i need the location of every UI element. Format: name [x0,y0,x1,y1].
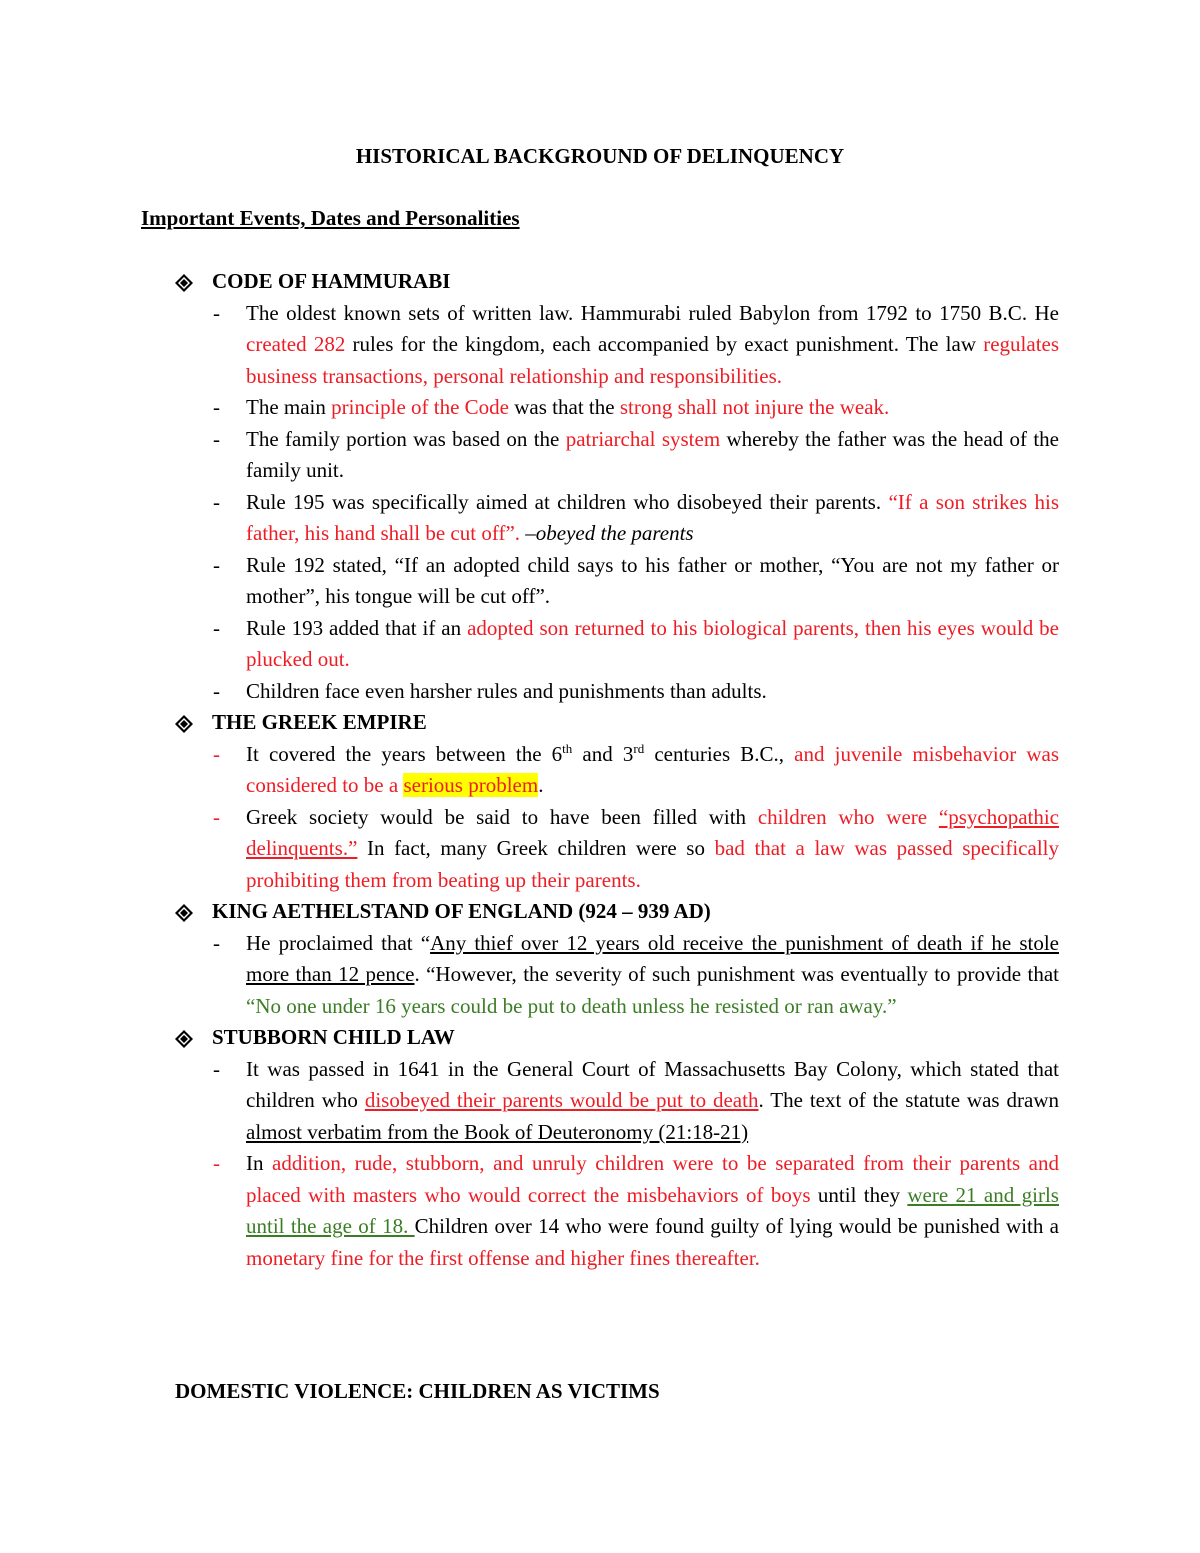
events-list [175,266,1059,1274]
list-item: - In addition, rude, stubborn, and unruly children were to be separated from their parents and placed with masters who would correct the misbehaviors of boys until they were 21 and girls until the age of 18. Children over 14 who were found guilty of lying would be punished with a monetary fine for the first offense and higher fines thereafter. [213,1151,1060,1270]
item-text-red: and juvenile misbehavior was considered to be a [246,741,1059,797]
list-item: - The main principle of the Code was that the strong shall not injure the weak. [213,395,890,419]
heading-text: KING AETHELSTAND OF ENGLAND (924 – 939 AD) [212,899,711,923]
item-text: It was passed in 1641 in the General Court of Massachusetts Bay Colony, which stated that children who [246,1056,1059,1112]
highlighted-text: serious problem [403,773,539,797]
section-heading-greek [175,707,1059,739]
item-text-underline: almost verbatim from the Book of Deuteronomy (21:18-21) [246,1119,749,1144]
item-text-red-underline: “psychopathic delinquents.” [246,804,1059,860]
item-text: Greek society would be said to have been filled with [246,804,758,829]
item-text-green: “No one under 16 years could be put to death unless he resisted or ran away.” [246,993,897,1018]
item-text: centuries B.C., [644,741,795,766]
list-item: - It covered the years between the 6th and 3rd centuries B.C., and juvenile misbehavior was considered to be a serious problem. [213,740,1059,797]
item-text-red: addition, rude, stubborn, and unruly children were to be separated from their parents and placed with masters who would correct the misbehaviors of boys [246,1151,1059,1207]
item-text-red: “If a son strikes his father, his hand shall be cut off”. [246,489,1059,545]
item-text: The oldest known sets of written law. Hammurabi ruled Babylon from 1792 to 1750 B.C. He [246,300,1059,325]
item-text-underline: Any thief over 12 years old receive the punishment of death if he stole more than 12 pence [246,930,1059,986]
item-text-red-underline: disobeyed their parents would be put to death [364,1088,759,1112]
item-text: In fact, many Greek children were so [357,836,715,860]
item-text-red: adopted son returned to his biological parents, then his eyes would be plucked out. [246,615,1059,671]
diamond-bullet-icon [175,904,193,922]
list-item: - Greek society would be said to have been filled with children who were “psychopathic delinquents.” In fact, many Greek children were so bad that a law was passed specifically prohibiting them from beating up their parents. [213,804,1059,892]
section-heading-stubborn [175,1022,1059,1054]
item-text: Rule 193 added that if an [246,615,468,640]
item-text: was that the [509,395,620,419]
list-item: - Rule 193 added that if an adopted son returned to his biological parents, then his eyes would be plucked out. [213,615,1059,671]
item-text-red: regulates business transactions, personal relationship and responsibilities. [246,332,1060,388]
item-text: It covered the years between the 6 [246,741,563,766]
superscript: rd [633,740,645,756]
item-text-red: strong shall not injure the weak. [619,395,890,419]
section-heading-hammurabi [175,266,1059,298]
item-text-green-underline: were 21 and girls until the age of 18. [246,1182,1059,1238]
item-text: . [538,773,544,797]
heading-text: THE GREEK EMPIRE [212,710,427,734]
list-item: - Rule 195 was specifically aimed at children who disobeyed their parents. “If a son strikes his father, his hand shall be cut off”. –obeyed the parents [213,489,1059,545]
item-text-red: patriarchal system [565,426,721,451]
item-text: and 3 [572,741,634,766]
item-text: He proclaimed that “ [246,930,431,955]
item-text-red: monetary fine for the first offense and higher fines thereafter. [246,1245,760,1270]
item-text: The family portion was based on the [246,426,566,451]
section-heading-aethelstand [175,896,1059,928]
item-text: until they [810,1182,908,1207]
item-text: whereby the father was the head of the family unit. [246,426,1059,482]
item-text-red: principle of the Code [331,395,510,419]
heading-text: CODE OF HAMMURABI [212,269,451,293]
diamond-bullet-icon [175,274,193,292]
list-item: - The family portion was based on the patriarchal system whereby the father was the head of the family unit. [213,426,1059,482]
domestic-violence-heading: DOMESTIC VIOLENCE: CHILDREN AS VICTIMS [175,1379,660,1403]
list-item: - Rule 192 stated, “If an adopted child says to his father or mother, “You are not my father or mother”, his tongue will be cut off”. [213,552,1059,608]
item-text: . The text of the statute was drawn [758,1088,1059,1112]
heading-text: STUBBORN CHILD LAW [212,1025,455,1049]
section-subtitle: Important Events, Dates and Personalities [141,206,520,230]
item-text: Rule 195 was specifically aimed at children who disobeyed their parents. [246,489,889,514]
item-text: The main [246,395,332,419]
superscript: th [562,740,573,756]
page-title: HISTORICAL BACKGROUND OF DELINQUENCY [355,144,845,168]
diamond-bullet-icon [175,715,193,733]
item-text: rules for the kingdom, each accompanied by exact punishment. The law [345,332,984,356]
list-item: - He proclaimed that “Any thief over 12 years old receive the punishment of death if he stole more than 12 pence. “However, the severity of such punishment was eventually to provide that “No one under 16 years could be put to death unless he resisted or ran away.” [213,930,1059,1018]
diamond-bullet-icon [175,1030,193,1048]
item-text: In [246,1151,273,1175]
item-text: Children face even harsher rules and punishments than adults. [246,678,767,703]
list-item: - It was passed in 1641 in the General Court of Massachusetts Bay Colony, which stated that children who disobeyed their parents would be put to death. The text of the statute was drawn almost verbatim from the Book of Deuteronomy (21:18-21) [213,1056,1059,1144]
item-text-red: children who were [757,804,939,829]
item-text-italic: –obeyed the parents [520,521,694,545]
item-text-red: created 282 [246,332,346,356]
list-item: - The oldest known sets of written law. Hammurabi ruled Babylon from 1792 to 1750 B.C. He created 282 rules for the kingdom, each accompanied by exact punishment. The law regulates business transactions, personal relationship and responsibilities. [213,300,1060,388]
item-text: Rule 192 stated, “If an adopted child says to his father or mother, “You are not my father or mother”, his tongue will be cut off”. [246,552,1059,608]
item-text: Children over 14 who were found guilty of lying would be punished with a [414,1214,1060,1238]
item-text-red: bad that a law was passed specifically prohibiting them from beating up their parents. [246,836,1059,892]
item-text: . “However, the severity of such punishment was eventually to provide that [414,962,1059,986]
list-item: - Children face even harsher rules and punishments than adults. [213,678,767,703]
